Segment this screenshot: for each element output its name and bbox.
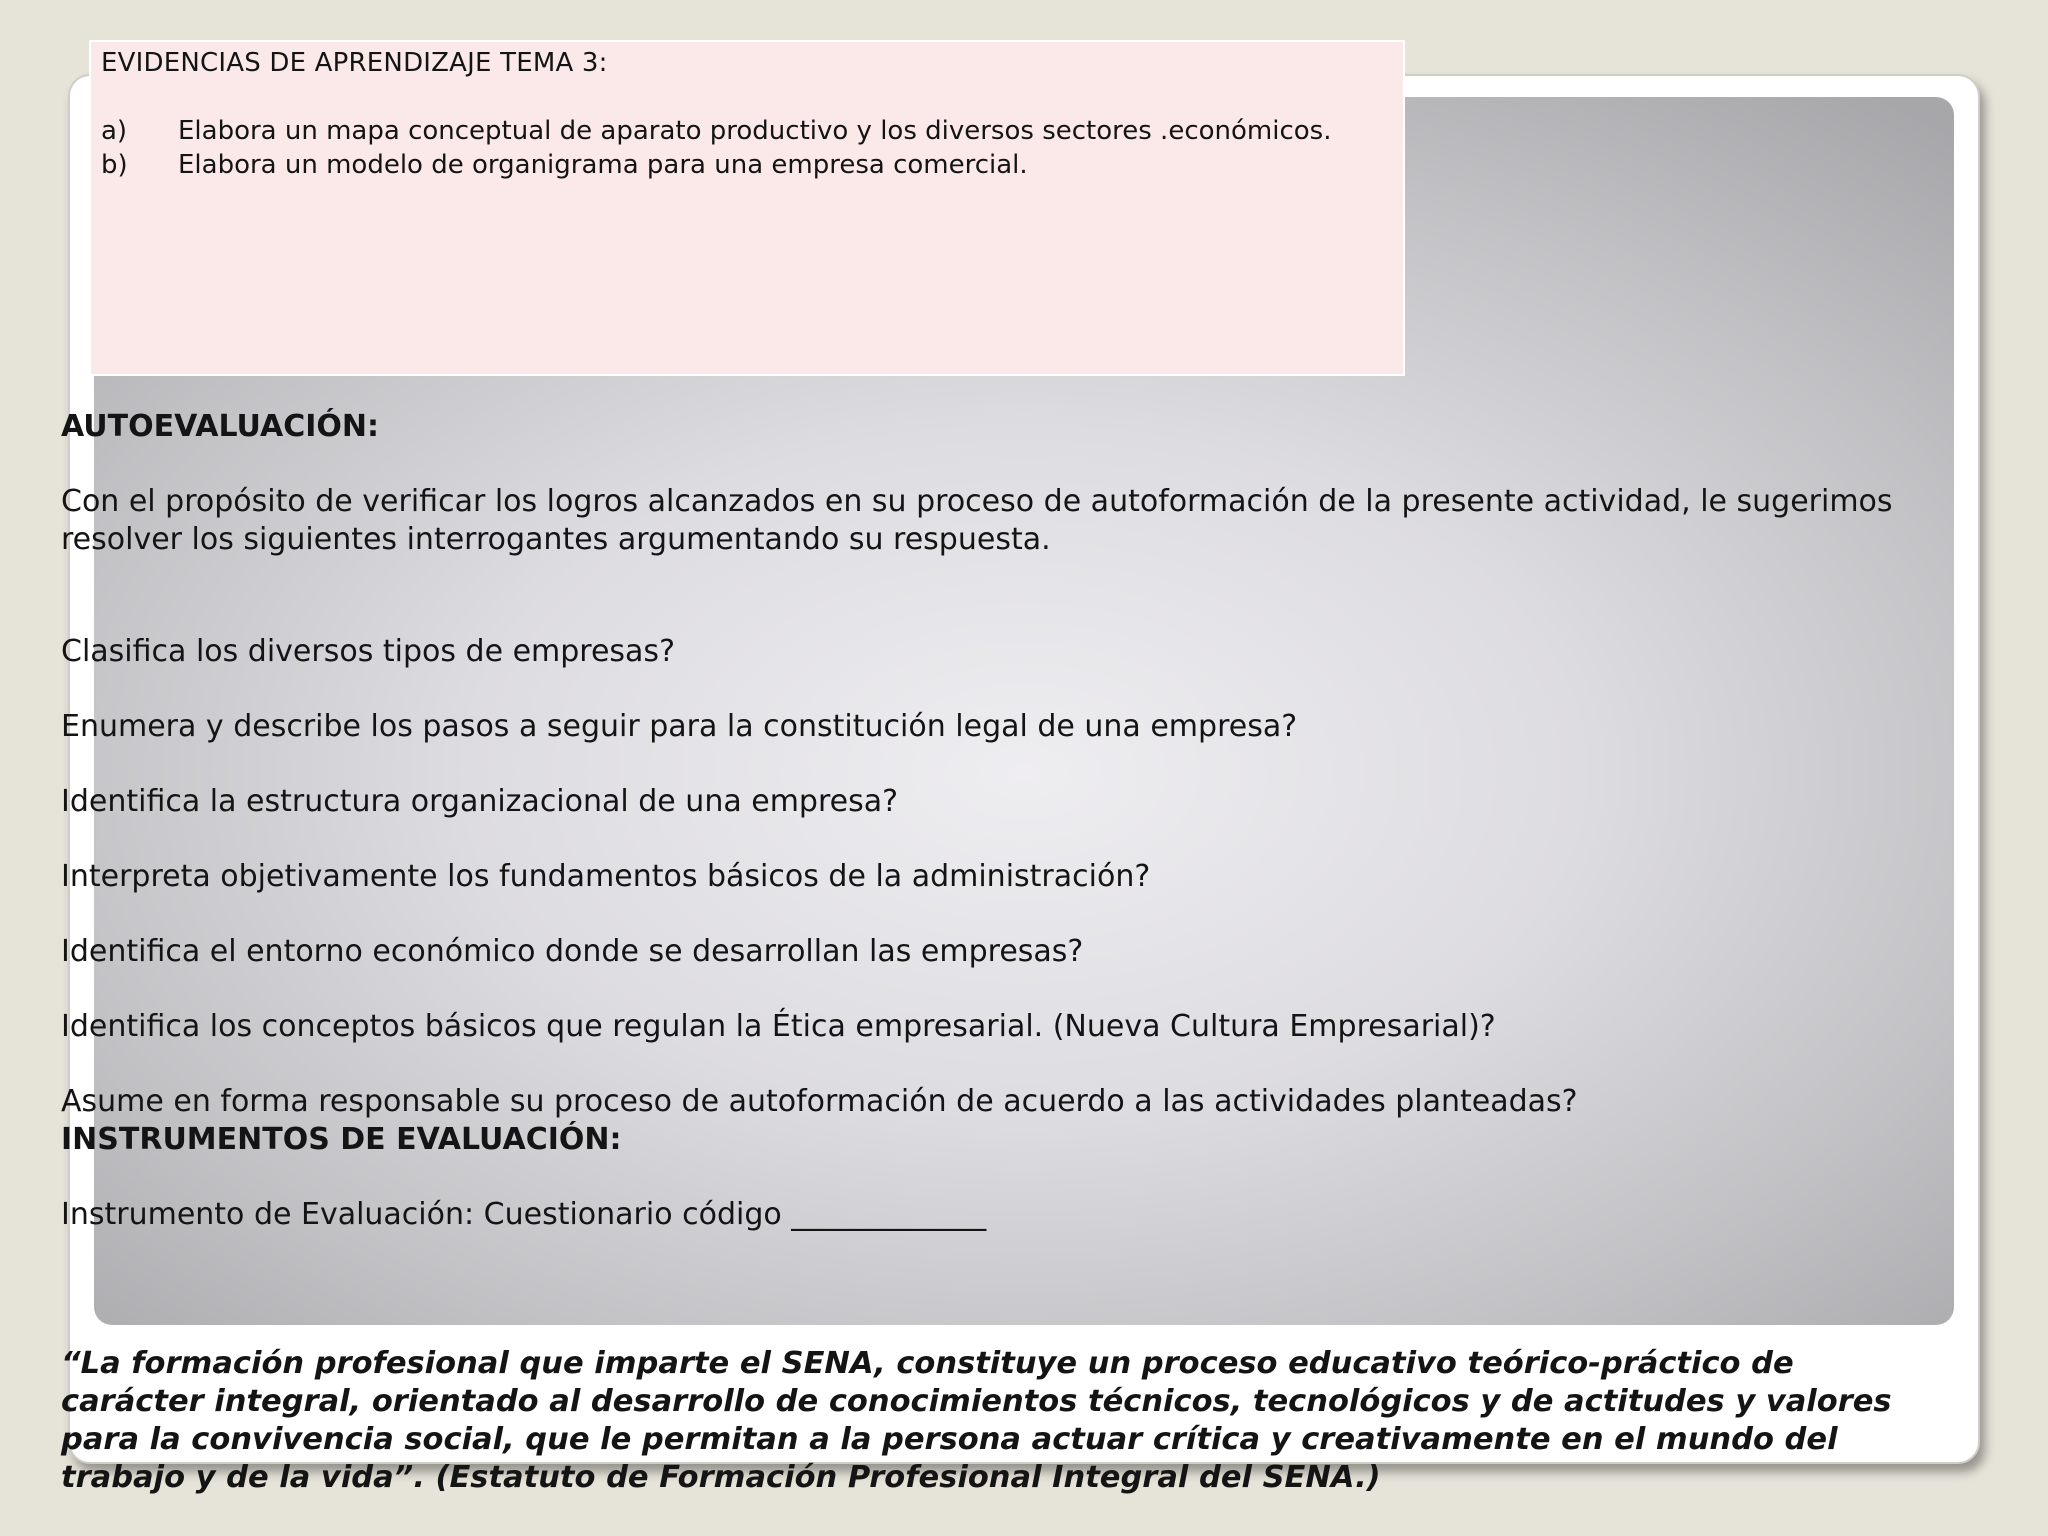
question-item: Asume en forma responsable su proceso de autoformación de acuerdo a las actividades planteadas? [61,1084,1578,1119]
evidence-item-marker: a) [101,116,128,146]
evidence-item-b [101,148,1393,182]
spacer [61,746,1961,784]
spacer [61,896,1961,934]
question-item: Identifica los conceptos básicos que regulan la Ética empresarial. (Nueva Cultura Empresarial)? [61,1009,1496,1044]
spacer [61,671,1961,709]
evidence-item-a [101,114,1393,148]
spacer [61,558,1961,633]
question-item: Enumera y describe los pasos a seguir para la constitución legal de una empresa? [61,709,1298,744]
spacer [61,1046,1961,1084]
evidence-item-text: Elabora un modelo de organigrama para una empresa comercial. [178,150,1028,180]
evidence-box [89,40,1405,376]
spacer [61,446,1961,484]
spacer [61,971,1961,1009]
question-item: Interpreta objetivamente los fundamentos básicos de la administración? [61,859,1151,894]
question-item: Identifica el entorno económico donde se desarrollan las empresas? [61,934,1084,969]
evidence-title: EVIDENCIAS DE APRENDIZAJE TEMA 3: [101,48,608,78]
slide-body [61,408,1961,1233]
autoevaluacion-intro: Con el propósito de verificar los logros alcanzados en su proceso de autoformación de la presente actividad, le sugerimos resolver los siguientes interrogantes argumentando su respuesta. [61,484,1893,557]
question-item: Identifica la estructura organizacional de una empresa? [61,784,899,819]
autoevaluacion-heading: AUTOEVALUACIÓN: [61,409,380,444]
evidence-item-text: Elabora un mapa conceptual de aparato productivo y los diversos sectores .económicos. [178,116,1332,146]
sena-quote: “La formación profesional que imparte el SENA, constituye un proceso educativo teórico-práctico de carácter integral, orientado al desarrollo de conocimientos técnicos, tecnológicos y de actitudes y valores para la convivencia social, que le permitan a la persona actuar crítica y creativamente en el mundo del trabajo y de la vida”. (Estatuto de Formación Profesional Integral del SENA.) [61,1346,1892,1495]
instrumento-line: Instrumento de Evaluación: Cuestionario código _____________ [61,1196,987,1232]
question-item: Clasifica los diversos tipos de empresas? [61,634,675,669]
evidence-item-marker: b) [101,150,128,180]
spacer [61,1158,1961,1196]
spacer [61,821,1961,859]
instrumentos-heading: INSTRUMENTOS DE EVALUACIÓN: [61,1121,622,1157]
